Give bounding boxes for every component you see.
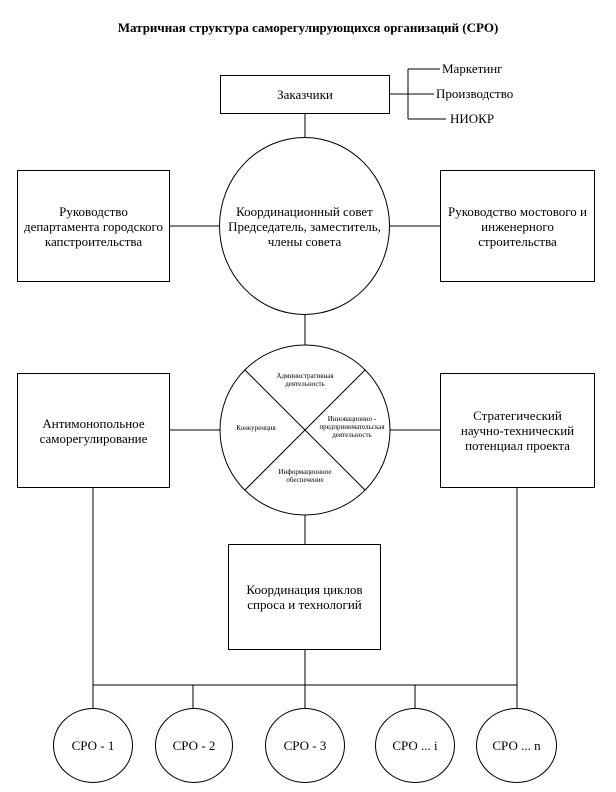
branch-marketing: Маркетинг <box>442 61 503 76</box>
member-sro-3: СРО - 3 <box>265 708 345 783</box>
function-competition: Конкуренция <box>236 424 276 432</box>
branch-rnd: НИОКР <box>450 111 495 126</box>
function-information: Информационное обеспечение <box>278 468 332 484</box>
city-construction-management-box: Руководство департамента городского капстроительства <box>17 170 170 282</box>
coordination-council-circle: Координационный совет Председатель, заместитель, члены совета <box>219 137 390 315</box>
member-sro-i: СРО ... i <box>375 708 455 783</box>
branch-production: Производство <box>436 86 514 101</box>
customers-box: Заказчики <box>220 75 390 114</box>
function-innovation: Инновационно - предпринимательская деятельность <box>319 415 385 439</box>
bridge-engineering-management-box: Руководство мостового и инженерного строительства <box>440 170 595 282</box>
member-sro-2: СРО - 2 <box>155 708 233 783</box>
antimonopoly-selfregulation-box: Антимонопольное саморегулирование <box>17 373 170 488</box>
coordination-cycles-box: Координация циклов спроса и технологий <box>228 544 381 650</box>
member-sro-1: СРО - 1 <box>53 708 133 783</box>
member-sro-n: СРО ... n <box>476 708 557 783</box>
strategic-potential-box: Стратегический научно-технический потенциал проекта <box>440 373 595 488</box>
function-administrative: Административная деятельность <box>276 372 334 388</box>
page-title: Матричная структура саморегулирующихся организаций (СРО) <box>117 20 499 35</box>
